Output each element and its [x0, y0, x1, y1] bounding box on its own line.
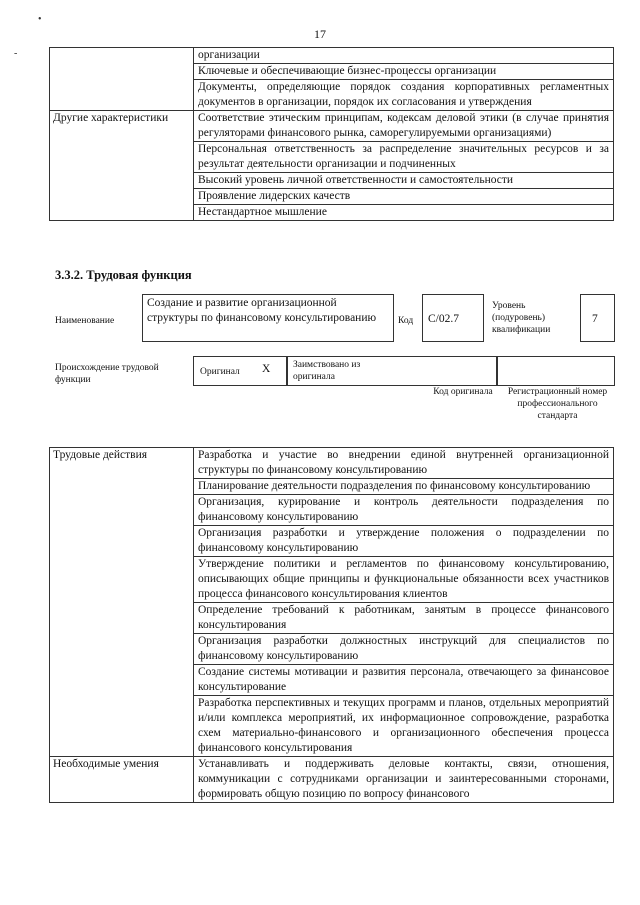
level-label: Уровень (подуровень) квалификации	[492, 301, 551, 335]
table-row	[50, 757, 614, 803]
table-cell: Утверждение политики и регламентов по финансовому консультированию, описывающих общие принципы и функциональные обязанности всех участников процесса финансового консультирования клиентов	[194, 557, 614, 603]
characteristics-table	[49, 47, 614, 221]
level-value: 7	[592, 313, 598, 325]
table-cell: Организация разработки и утверждение положения о подразделении по финансовому консультированию	[194, 526, 614, 557]
table-cell: Нестандартное мышление	[194, 205, 614, 221]
row-label	[50, 48, 194, 111]
code-caption: Код оригинала	[433, 387, 493, 397]
code-value: С/02.7	[428, 313, 459, 325]
table-cell: Организация разработки должностных инструкций для специалистов по финансовому консультированию	[194, 634, 614, 665]
origin-label: Происхождение трудовой функции	[55, 363, 159, 385]
reg-box	[496, 356, 615, 386]
table-cell: Персональная ответственность за распределение значительных ресурсов и за результат деятельности организации и подчиненных	[194, 142, 614, 173]
table-cell: Организация, курирование и контроль деятельности подразделения по финансовому консультированию	[194, 495, 614, 526]
borrowed-label: Заимствовано из оригинала	[293, 360, 361, 382]
table-cell: организации	[194, 48, 614, 64]
table-cell: Планирование деятельности подразделения по финансовому консультированию	[194, 479, 614, 495]
reg-caption: Регистрационный номер профессионального стандарта	[507, 387, 608, 421]
scan-mark: •	[38, 14, 42, 25]
code-label: Код	[398, 316, 414, 326]
name-value: Создание и развитие организационной структуры по финансовому консультированию	[147, 297, 377, 324]
table-cell: Разработка и участие во внедрении единой внутренней организационной структуры по финансовому консультированию	[194, 448, 614, 479]
table-cell: Проявление лидерских качеств	[194, 189, 614, 205]
table-cell: Ключевые и обеспечивающие бизнес-процессы организации	[194, 64, 614, 80]
table-cell: Разработка перспективных и текущих программ и планов, отдельных мероприятий и/или комплекса мероприятий, их информационное сопровождение, разработка схем материально-финансового и организационного обеспечения процесса финансового консультирования	[194, 696, 614, 757]
scan-mark: -	[14, 48, 18, 59]
page-number: 17	[314, 27, 326, 41]
table-cell: Определение требований к работникам, занятым в процессе финансового консультирования	[194, 603, 614, 634]
table-row	[50, 448, 614, 479]
table-cell: Соответствие этическим принципам, кодексам деловой этики (в случае принятия регуляторами финансового рынка, саморегулируемыми организациями)	[194, 111, 614, 142]
table-cell: Создание системы мотивации и развития персонала, отвечающего за финансовое консультирование	[194, 665, 614, 696]
table-cell: Высокий уровень личной ответственности и самостоятельности	[194, 173, 614, 189]
section-heading: 3.3.2. Трудовая функция	[55, 268, 192, 282]
row-label: Другие характеристики	[50, 111, 194, 221]
table-cell: Документы, определяющие порядок создания корпоративных регламентных документов в организации, порядок их согласования и утверждения	[194, 80, 614, 111]
name-label: Наименование	[55, 316, 115, 326]
table-row	[50, 48, 614, 64]
row-label: Трудовые действия	[50, 448, 194, 757]
original-mark: Х	[262, 363, 271, 375]
table-cell: Устанавливать и поддерживать деловые контакты, связи, отношения, коммуникации с сотрудниками организации и заинтересованными сторонами, формировать общую позицию по вопросу финансового	[194, 757, 614, 803]
row-label: Необходимые умения	[50, 757, 194, 803]
table-row	[50, 111, 614, 142]
original-label: Оригинал	[200, 367, 240, 377]
labor-actions-table	[49, 447, 614, 803]
